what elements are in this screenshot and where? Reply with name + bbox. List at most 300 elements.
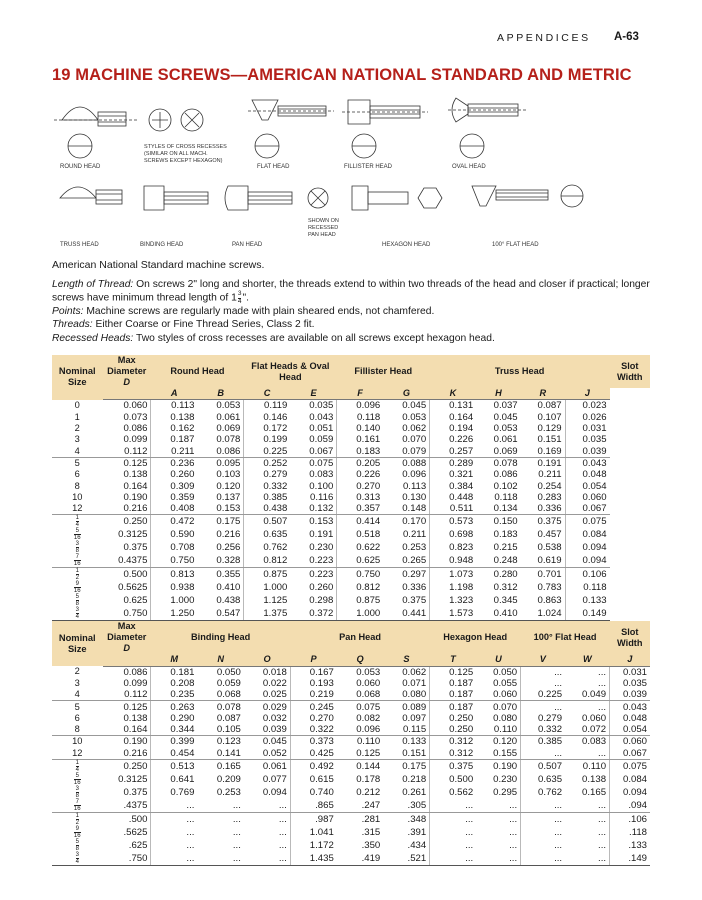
col-letter: U [476, 654, 520, 666]
value-cell: ... [151, 839, 197, 852]
value-cell: 0.261 [402, 786, 427, 798]
nominal-size-cell: $\frac{1}{4}$ [75, 759, 79, 773]
value-cell: 0.762 [244, 541, 290, 554]
value-cell: 0.507 [244, 515, 290, 529]
col-letter-d [103, 654, 151, 666]
pan-note-3: PAN HEAD [308, 232, 336, 238]
value-cell: 0.250 [123, 516, 148, 528]
value-cell: ... [430, 799, 476, 813]
value-cell: 0.183 [493, 529, 518, 541]
value-cell: 0.355 [216, 569, 241, 581]
value-cell: ... [151, 812, 197, 826]
table-row [52, 503, 650, 515]
page-number: A-63 [614, 31, 639, 43]
value-cell: 0.199 [244, 434, 290, 445]
col-letter: O [244, 654, 290, 666]
fraction: $\frac{3}{4}$ [237, 290, 242, 305]
nominal-size-cell: 2 [74, 666, 80, 677]
flat-100-head-drawing [472, 185, 583, 248]
value-cell: .419 [337, 852, 383, 866]
value-cell: 0.060 [123, 400, 148, 412]
note-length: Length of Thread: On screws 2" long and shorter, the threads extend to within two threads of the head and closer if practical; longer screws have minimum thread length of 1 $\frac{3}{4}$ ". [52, 279, 650, 305]
value-cell: 0.336 [402, 582, 427, 594]
col-nominal-size: Nominal Size [52, 355, 103, 400]
value-cell: 0.375 [430, 759, 476, 773]
value-cell: 0.312 [430, 748, 476, 760]
nominal-size-cell: 12 [52, 748, 103, 760]
value-cell: 0.060 [610, 736, 650, 748]
col-max-diameter: Max Diameter D [103, 355, 151, 388]
value-cell: 0.059 [216, 678, 241, 689]
value-cell: 0.562 [430, 786, 476, 799]
value-cell: 0.045 [262, 736, 287, 748]
value-cell: 0.263 [151, 701, 197, 713]
value-cell: ... [197, 799, 243, 813]
value-cell: 0.235 [151, 689, 197, 701]
value-cell: 0.344 [151, 724, 197, 736]
round-head-drawing [54, 107, 138, 170]
value-cell: 0.399 [151, 736, 197, 748]
nominal-size-cell: 10 [72, 736, 83, 747]
value-cell: .281 [361, 813, 381, 825]
table-row [52, 748, 650, 760]
nominal-size-cell: 3 [74, 434, 80, 445]
nominal-size-cell: 6 [74, 469, 80, 480]
value-cell: 0.183 [337, 445, 383, 457]
value-cell: 0.812 [337, 581, 383, 594]
value-cell: 0.067 [610, 748, 650, 760]
value-cell: 0.096 [402, 469, 427, 481]
value-cell: .305 [383, 799, 429, 813]
value-cell: 0.312 [493, 582, 518, 594]
value-cell: 0.223 [309, 569, 334, 581]
value-cell: 0.635 [521, 773, 565, 786]
page-title: 19 MACHINE SCREWS—AMERICAN NATIONAL STANDARD AND METRIC [52, 66, 632, 84]
value-cell: 0.165 [216, 760, 241, 772]
value-cell: ... [244, 852, 290, 866]
value-cell: 0.823 [430, 541, 476, 554]
value-cell: 0.212 [356, 786, 381, 798]
value-cell: 0.297 [402, 569, 427, 581]
value-cell: 0.248 [476, 554, 520, 568]
value-cell: 0.155 [476, 748, 520, 760]
value-cell: 0.052 [244, 748, 290, 760]
value-cell: 0.049 [565, 689, 609, 701]
value-cell: 0.035 [309, 400, 334, 412]
value-cell: 0.097 [402, 712, 427, 724]
value-cell: .106 [610, 812, 650, 826]
value-cell: ... [430, 852, 476, 866]
col-letter: B [197, 388, 243, 400]
table-row [52, 678, 650, 689]
value-cell: 0.573 [430, 515, 476, 529]
value-cell: .094 [610, 799, 650, 813]
value-cell: 0.138 [123, 712, 148, 724]
value-cell: 0.457 [537, 529, 562, 541]
value-cell: 0.069 [216, 423, 241, 435]
value-cell: .247 [337, 799, 383, 813]
table-row [52, 568, 650, 582]
nominal-size-cell: 12 [52, 503, 103, 515]
value-cell: 1.000 [337, 607, 383, 621]
value-cell: 0.175 [402, 760, 427, 772]
value-cell: 0.170 [402, 516, 427, 528]
value-cell: 0.245 [290, 701, 336, 713]
value-cell: ... [598, 826, 607, 838]
col-letter: M [151, 654, 197, 666]
value-cell: 0.454 [151, 748, 197, 760]
table-row [52, 701, 650, 713]
value-cell: 0.094 [565, 541, 609, 554]
oval-head-drawing [448, 98, 528, 170]
value-cell: 0.169 [521, 445, 565, 457]
value-cell: 0.357 [337, 503, 383, 515]
value-cell: 0.321 [430, 469, 476, 480]
label-flat-head: FLAT HEAD [257, 164, 290, 170]
value-cell: ... [430, 826, 476, 839]
value-cell: 0.813 [151, 568, 197, 582]
value-cell: 0.211 [538, 469, 562, 481]
value-cell: 0.256 [216, 542, 241, 554]
value-cell: 0.187 [430, 689, 476, 701]
value-cell: 0.209 [216, 773, 241, 785]
table-row [52, 839, 650, 852]
value-cell: 0.279 [521, 713, 565, 724]
note-recessed: Recessed Heads: Two styles of cross recesses are available on all screws except hexagon head. [52, 332, 495, 344]
value-cell: 0.106 [565, 568, 609, 582]
value-cell: ... [476, 799, 520, 813]
value-cell: 0.087 [216, 712, 241, 724]
value-cell: 1.573 [430, 607, 476, 621]
value-cell: 0.035 [610, 678, 650, 689]
value-cell: 0.067 [290, 445, 336, 457]
value-cell: 0.332 [244, 480, 290, 491]
value-cell: 0.082 [356, 712, 381, 724]
value-cell: 0.061 [216, 411, 241, 423]
value-cell: 0.053 [356, 666, 381, 678]
value-cell: 0.359 [151, 492, 197, 503]
value-cell: 0.253 [402, 542, 427, 554]
value-cell: 0.069 [476, 445, 520, 457]
label-pan-head: PAN HEAD [232, 242, 263, 248]
value-cell: 0.230 [493, 773, 518, 785]
table-row [52, 581, 650, 594]
value-cell: ... [565, 748, 609, 760]
value-cell: 0.4375 [103, 554, 151, 568]
value-cell: ... [278, 826, 287, 838]
value-cell: 0.094 [262, 786, 287, 798]
value-cell: 0.385 [244, 492, 290, 503]
nominal-size-cell: 2 [74, 423, 80, 434]
screw-heads-figure [52, 90, 652, 252]
col-letter: P [290, 654, 336, 666]
value-cell: 0.094 [610, 786, 650, 799]
value-cell: .987 [290, 812, 336, 826]
value-cell: 1.198 [430, 581, 476, 594]
value-cell: 0.408 [151, 503, 197, 515]
value-cell: 0.125 [123, 701, 148, 713]
value-cell: ... [151, 799, 197, 813]
table-row [52, 412, 650, 423]
value-cell: 0.060 [582, 712, 607, 724]
value-cell: 0.053 [216, 400, 241, 412]
value-cell: 0.067 [565, 503, 609, 515]
table2-column-letters [52, 654, 650, 666]
value-cell: 0.096 [337, 724, 383, 736]
value-cell: 0.031 [565, 423, 609, 434]
value-cell: 0.250 [430, 713, 476, 724]
table-row [52, 799, 650, 813]
value-cell: 0.283 [537, 491, 562, 503]
value-cell: 0.441 [383, 607, 429, 621]
table2-group-header [52, 621, 650, 655]
value-cell: 0.118 [337, 412, 383, 423]
value-cell: 0.270 [290, 713, 336, 724]
nominal-size-cell: 3 [74, 678, 80, 688]
value-cell: 0.414 [337, 515, 383, 529]
col-fillister-head: Fillister Head [337, 355, 430, 388]
value-cell: .391 [407, 826, 427, 838]
table-row [52, 607, 650, 621]
nominal-size-cell: 0 [74, 400, 80, 411]
value-cell: 0.060 [356, 678, 381, 689]
value-cell: 0.120 [493, 736, 518, 748]
value-cell: 0.625 [337, 554, 383, 568]
value-cell: 0.039 [565, 445, 609, 457]
figure-caption: American National Standard machine screws. [52, 259, 265, 271]
value-cell: 1.435 [290, 852, 336, 866]
value-cell: 0.138 [123, 469, 148, 481]
value-cell: 0.250 [123, 760, 148, 772]
value-cell: 0.875 [244, 568, 290, 582]
value-cell: 0.290 [151, 713, 197, 724]
value-cell: 0.226 [337, 469, 383, 480]
nominal-size-cell: 1 [74, 411, 80, 422]
value-cell: 0.151 [383, 748, 429, 760]
table-row [52, 528, 650, 541]
note-threads: Threads: Either Coarse or Fine Thread Series, Class 2 fit. [52, 319, 315, 331]
value-cell: 0.223 [290, 554, 336, 568]
value-cell: ... [565, 799, 609, 813]
value-cell: 0.060 [565, 492, 609, 503]
value-cell: 0.087 [537, 400, 562, 412]
value-cell: ... [278, 813, 287, 825]
nominal-size-cell: $\frac{3}{8}$ [75, 541, 79, 555]
value-cell: 0.875 [337, 594, 383, 607]
value-cell: 0.236 [151, 457, 197, 469]
value-cell: 0.375 [123, 542, 148, 554]
table-row [52, 724, 650, 736]
col-pan-head: Pan Head [290, 621, 429, 655]
value-cell: 0.149 [565, 607, 609, 621]
value-cell: 0.762 [521, 786, 565, 799]
value-cell: 0.077 [262, 773, 287, 785]
col-letter: R [521, 388, 565, 400]
value-cell: 0.112 [103, 689, 151, 701]
notes-block [52, 278, 652, 345]
value-cell: 0.590 [151, 528, 197, 541]
value-cell: 0.029 [262, 701, 287, 713]
value-cell: 0.492 [290, 759, 336, 773]
value-cell: 0.938 [151, 581, 197, 594]
value-cell: 0.059 [309, 434, 334, 446]
value-cell: 0.385 [521, 736, 565, 748]
value-cell: 0.039 [244, 724, 290, 736]
value-cell: 0.137 [216, 491, 241, 503]
value-cell: .118 [610, 826, 650, 839]
value-cell: 0.641 [151, 773, 197, 786]
value-cell: ... [476, 852, 520, 866]
value-cell: 0.164 [430, 412, 476, 423]
value-cell: 0.018 [262, 666, 287, 678]
table-row [52, 515, 650, 529]
value-cell: ... [598, 666, 607, 678]
value-cell: 0.037 [493, 400, 518, 412]
value-cell: 0.190 [123, 736, 148, 748]
binding-head-drawing [140, 186, 208, 248]
value-cell: .865 [290, 799, 336, 813]
recess-styles-drawing [144, 109, 227, 164]
note-length-text: On screws 2" long and shorter, the threads extend to within two threads of the head and closer if practical; longer screws have minimum thread length of 1 [52, 279, 650, 304]
value-cell: 0.129 [537, 423, 562, 435]
value-cell: 0.025 [244, 689, 290, 701]
value-cell: 0.055 [493, 678, 518, 689]
value-cell: 0.125 [123, 457, 148, 469]
value-cell: 0.219 [290, 689, 336, 701]
value-cell: ... [232, 839, 241, 851]
value-cell: ... [232, 826, 241, 838]
value-cell: 0.253 [216, 786, 241, 798]
value-cell: 0.043 [565, 457, 609, 469]
nominal-size-cell: $\frac{1}{2}$ [75, 568, 79, 582]
value-cell: 0.110 [582, 760, 607, 772]
table-row [52, 492, 650, 503]
value-cell: 0.134 [476, 503, 520, 515]
value-cell: .521 [383, 852, 429, 866]
value-cell: 0.043 [309, 411, 334, 423]
value-cell: 0.708 [151, 541, 197, 554]
value-cell: 0.050 [493, 666, 518, 678]
value-cell: 0.141 [197, 748, 243, 760]
value-cell: 0.148 [383, 503, 429, 515]
value-cell: 0.086 [123, 423, 148, 435]
value-cell: 0.153 [309, 516, 334, 528]
value-cell: 0.513 [151, 759, 197, 773]
value-cell: 0.084 [565, 528, 609, 541]
value-cell: 0.072 [565, 724, 609, 736]
pan-note-2: RECESSED [308, 225, 339, 231]
value-cell: 0.948 [430, 554, 476, 568]
value-cell: 0.083 [309, 469, 334, 481]
value-cell: 0.193 [290, 678, 336, 689]
value-cell: 0.191 [309, 529, 334, 541]
value-cell: 0.164 [123, 480, 148, 492]
value-cell: ... [509, 826, 518, 838]
value-cell: 0.270 [337, 480, 383, 491]
value-cell: 0.039 [610, 689, 650, 701]
value-cell: 0.3125 [118, 773, 148, 785]
value-cell: 0.260 [309, 582, 334, 594]
col-100-flat-head: 100° Flat Head [521, 621, 610, 655]
col-round-head: Round Head [151, 355, 244, 388]
value-cell: 0.095 [216, 457, 241, 469]
value-cell: 1.250 [151, 607, 197, 621]
value-cell: .4375 [103, 799, 151, 813]
table-row [52, 759, 650, 773]
value-cell: 0.190 [123, 491, 148, 503]
flat-head-drawing [248, 100, 334, 170]
value-cell: 0.078 [493, 457, 518, 469]
value-cell: 0.138 [151, 412, 197, 423]
value-cell: 0.701 [537, 569, 562, 581]
value-cell: 0.083 [582, 736, 607, 748]
col-binding-head: Binding Head [151, 621, 290, 655]
nominal-size-cell: $\frac{3}{8}$ [75, 785, 79, 799]
value-cell: 1.323 [430, 594, 476, 607]
value-cell: 0.075 [356, 701, 381, 713]
value-cell: 0.119 [244, 400, 290, 412]
value-cell: 0.123 [216, 736, 241, 748]
value-cell: 0.5625 [118, 582, 148, 594]
table-row [52, 469, 650, 480]
nominal-size-cell: $\frac{5}{16}$ [73, 528, 81, 542]
page-header [0, 32, 702, 48]
value-cell: 0.061 [262, 760, 287, 772]
table-row [52, 689, 650, 701]
value-cell: 1.375 [244, 607, 290, 621]
value-cell: ... [598, 839, 607, 851]
pan-head-drawing [225, 186, 292, 248]
value-cell: 0.167 [290, 666, 336, 678]
value-cell: 0.078 [216, 701, 241, 713]
value-cell: 0.053 [402, 411, 427, 423]
value-cell: 0.075 [565, 515, 609, 529]
value-cell: 0.322 [290, 724, 336, 736]
value-cell: 0.043 [610, 701, 650, 713]
nominal-size-cell: $\frac{7}{16}$ [52, 554, 103, 568]
nominal-size-cell: $\frac{9}{16}$ [73, 825, 81, 839]
value-cell: 0.062 [402, 666, 427, 678]
value-cell: 0.054 [610, 724, 650, 736]
value-cell: ... [509, 839, 518, 851]
value-cell: ... [244, 799, 290, 813]
nominal-size-cell: $\frac{7}{16}$ [52, 799, 103, 813]
value-cell: 0.750 [337, 568, 383, 582]
value-cell: 0.425 [290, 748, 336, 760]
value-cell: 0.035 [565, 434, 609, 445]
value-cell: 0.769 [151, 786, 197, 799]
value-cell: 0.050 [216, 666, 241, 678]
value-cell: 0.086 [493, 469, 518, 481]
value-cell: 0.225 [244, 445, 290, 457]
value-cell: 1.073 [430, 568, 476, 582]
value-cell: 0.280 [493, 569, 518, 581]
value-cell: 0.812 [244, 554, 290, 568]
value-cell: 0.161 [337, 434, 383, 445]
value-cell: ... [278, 839, 287, 851]
value-cell: ... [197, 852, 243, 866]
note-points: Points: Machine screws are regularly made with plain sheared ends, not chamfered. [52, 306, 435, 318]
value-cell: 0.113 [402, 480, 427, 492]
value-cell: 0.032 [262, 712, 287, 724]
value-cell: 1.024 [521, 607, 565, 621]
value-cell: 0.547 [197, 607, 243, 621]
value-cell: 0.178 [356, 773, 381, 785]
value-cell: .315 [361, 826, 381, 838]
value-cell: 0.116 [310, 491, 334, 503]
value-cell: 0.132 [290, 503, 336, 515]
value-cell: 0.053 [493, 423, 518, 435]
